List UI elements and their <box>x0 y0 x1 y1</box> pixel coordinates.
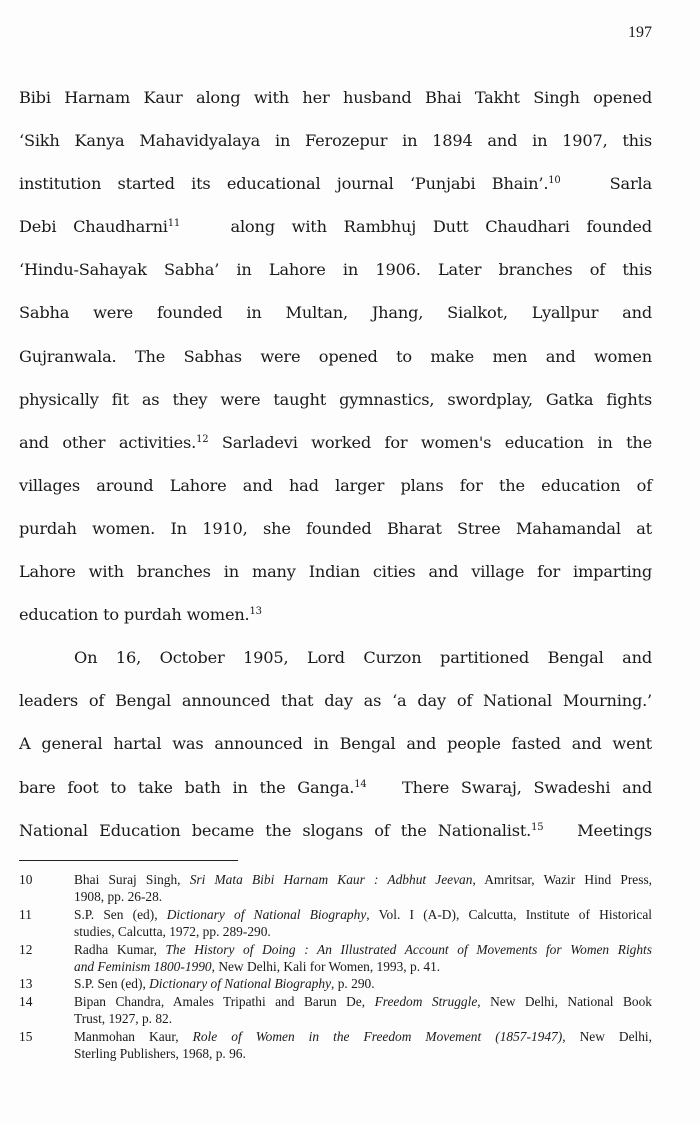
footnote-number: 11 <box>19 906 32 922</box>
body-line: leaders of Bengal announced that day as ‘a day of National Mourning.’ <box>19 691 652 711</box>
body-line: ‘Sikh Kanya Mahavidyalaya in Ferozepur in 1894 and in 1907, this <box>19 131 652 151</box>
body-line: Bibi Harnam Kaur along with her husband Bhai Takht Singh opened <box>19 88 652 107</box>
body-text <box>19 76 652 852</box>
footnote-14: 14 Bipan Chandra, Amales Tripathi and Barun De, Freedom Struggle, New Delhi, National Book Trust, 1927, p. 82. <box>19 993 652 1027</box>
footnotes <box>19 871 652 1062</box>
footnote-ref[interactable]: 15 <box>531 821 544 833</box>
body-line: A general hartal was announced in Bengal and people fasted and went <box>19 734 652 754</box>
body-line: National Education became the slogans of the Nationalist.$^{15}$ Meetings <box>19 820 652 840</box>
footnote-ref[interactable]: 10 <box>548 175 561 187</box>
footnote-number: 14 <box>19 993 33 1009</box>
footnote-number: 15 <box>19 1028 33 1044</box>
footnote-15: 15 Manmohan Kaur, Role of Women in the Freedom Movement (1857-1947), New Delhi, Sterling Publishers, 1968, p. 96. <box>19 1028 653 1062</box>
body-line: education to purdah women.$^{13}$ <box>19 605 262 625</box>
page-number: 197 <box>628 24 652 41</box>
footnote-ref[interactable]: 13 <box>249 606 262 618</box>
footnote-ref[interactable]: 12 <box>196 433 209 445</box>
body-line: Lahore with branches in many Indian cities and village for imparting <box>19 562 652 582</box>
body-line: Gujranwala. The Sabhas were opened to make men and women <box>19 346 652 366</box>
body-line: physically fit as they were taught gymnastics, swordplay, Gatka fights <box>19 389 652 409</box>
footnote-12: 12 Radha Kumar, The History of Doing : An Illustrated Account of Movements for Women Rights and Feminism 1800-1990, New Delhi, Kali for Women, 1993, p. 41. <box>19 941 652 975</box>
body-line: purdah women. In 1910, she founded Bharat Stree Mahamandal at <box>19 518 652 538</box>
body-line: ‘Hindu-Sahayak Sabha’ in Lahore in 1906. Later branches of this <box>19 260 652 280</box>
body-line: bare foot to take bath in the Ganga.$^{14}$ There Swaraj, Swadeshi and <box>19 777 652 797</box>
footnote-number: 10 <box>19 872 33 887</box>
footnote-separator <box>19 860 238 861</box>
footnote-number: 12 <box>19 941 33 957</box>
body-line: villages around Lahore and had larger plans for the education of <box>19 475 652 495</box>
footnote-ref[interactable]: 14 <box>354 778 367 790</box>
body-line: Debi Chaudharni$^{11}$ along with Rambhuj Dutt Chaudhari founded <box>19 217 652 237</box>
footnote-ref[interactable]: 11 <box>167 218 181 230</box>
footnote-13: 13 S.P. Sen (ed), Dictionary of National Biography, p. 290. <box>19 976 375 992</box>
footnote-number: 13 <box>19 976 33 992</box>
body-line: On 16, October 1905, Lord Curzon partitioned Bengal and <box>74 648 652 668</box>
footnote-11: 11 S.P. Sen (ed), Dictionary of National Biography, Vol. I (A-D), Calcutta, Institute of Historical studies, Calcutta, 1972, pp. 289-290. <box>19 906 652 940</box>
footnote-10: 10 Bhai Suraj Singh, Sri Mata Bibi Harnam Kaur : Adbhut Jeevan, Amritsar, Wazir Hind Press, 1908, pp. 26-28. <box>19 872 653 905</box>
body-line: and other activities.$^{12}$ Sarladevi worked for women's education in the <box>19 432 652 452</box>
body-line: institution started its educational journal ‘Punjabi Bhain’.$^{10}$ Sarla <box>19 174 652 194</box>
body-line: Sabha were founded in Multan, Jhang, Sialkot, Lyallpur and <box>19 303 652 323</box>
